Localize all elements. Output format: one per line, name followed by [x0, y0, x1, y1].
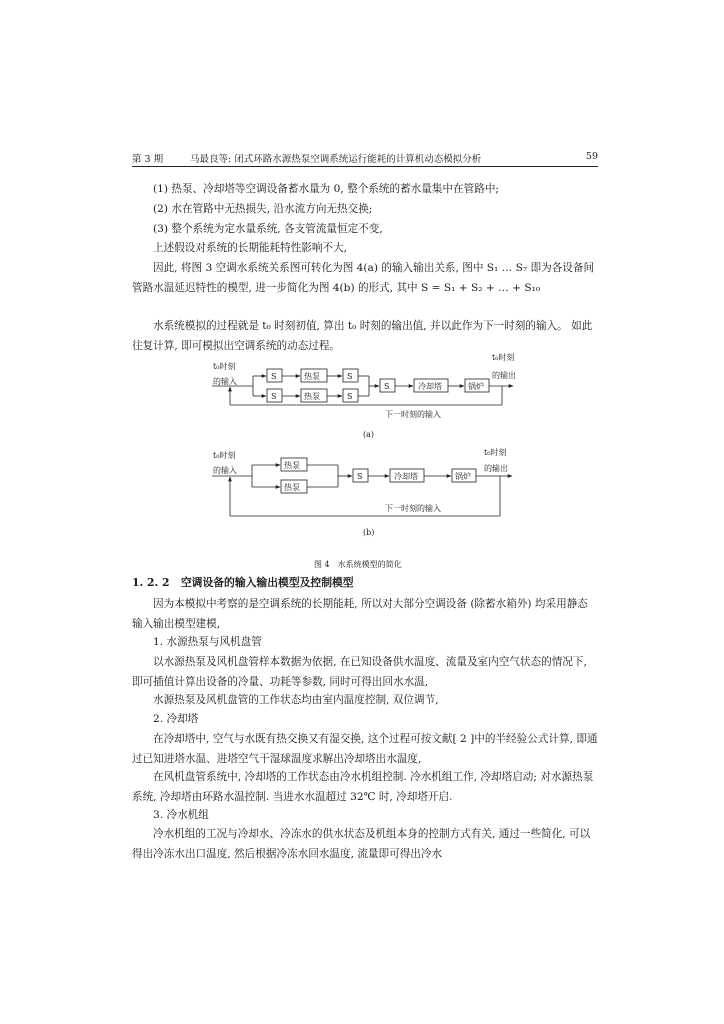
a-output-line2: 的输出 [492, 371, 516, 380]
subheading-cooling-tower: 2. 冷却塔 [153, 713, 199, 725]
paragraph-static-model: 因为本模拟中考察的是空调系统的长期能耗, 所以对大部分空调设备 (除蓄水箱外) 均采用静态输入输出模型建模, [132, 598, 588, 630]
page-number: 59 [585, 151, 598, 162]
diagram-b [212, 447, 512, 537]
assumption-note: 上述假设对系统的长期能耗特性影响不大, [153, 242, 348, 254]
subheading-heat-pump: 1. 水源热泵与风机盘管 [153, 636, 262, 648]
b-subfigure-label: (b) [363, 528, 375, 537]
b-cooling-tower: 冷却塔 [394, 472, 418, 481]
b-feedback-label: 下一时刻的输入 [385, 504, 441, 513]
paragraph-cooling-tower: 在冷却塔中, 空气与水既有热交换又有湿交换, 这个过程可按文献[ 2 ]中的半经验公式计算, 即通过已知进塔水温、进塔空气干湿球温度求解出冷却塔出水温度, [132, 733, 598, 765]
paragraph-heat-pump-control: 水源热泵及风机盘管的工作状态均由室内温度控制, 双位调节, [153, 694, 439, 706]
a-heatpump-top: 热泵 [304, 372, 320, 381]
a-s-top-2: S [347, 372, 353, 381]
b-output-line1: t₀时刻 [484, 448, 507, 457]
running-title: 马最良等: 闭式环路水源热泵空调系统运行能耗的计算机动态模拟分析 [190, 154, 482, 165]
b-input-line2: 的输入 [213, 466, 237, 475]
a-feedback-label: 下一时刻的输入 [385, 410, 441, 419]
paragraph-heat-pump: 以水源热泵及风机盘管样本数据为依据, 在已知设备供水温度、流量及室内空气状态的情况下, 即可插值计算出设备的冷量、功耗等参数, 同时可得出回水水温, [132, 656, 587, 688]
assumption-1: (1) 热泵、冷却塔等空调设备蓄水量为 0, 整个系统的蓄水量集中在管路中; [153, 183, 500, 195]
issue-number: 第 3 期 [132, 154, 164, 165]
a-heatpump-bottom: 热泵 [304, 392, 320, 401]
a-cooling-tower: 冷却塔 [418, 382, 442, 391]
b-input-line1: t₀时刻 [213, 451, 236, 460]
a-output-line1: t₀时刻 [492, 353, 515, 362]
a-boiler: 锅炉 [468, 382, 484, 391]
b-boiler: 锅炉 [455, 472, 471, 481]
subheading-chiller: 3. 冷水机组 [153, 809, 209, 821]
section-heading [132, 575, 354, 590]
a-input-line1: t₀时刻 [213, 362, 236, 371]
section-number: 1. 2. 2 [132, 576, 170, 589]
a-s-top-1: S [271, 372, 277, 381]
a-subfigure-label: (a) [363, 430, 375, 439]
diagram-a [212, 352, 516, 439]
paragraph-simulation: 水系统模拟的过程就是 t₀ 时刻初值, 算出 t₀ 时刻的输出值, 并以此作为下一时刻的输入。 如此往复计算, 即可模拟出空调系统的动态过程。 [132, 320, 593, 352]
paragraph-chiller: 冷水机组的工况与冷却水、冷冻水的供水状态及机组本身的控制方式有关, 通过一些简化, 可以得出冷冻水出口温度, 然后根据冷冻水回水温度, 流量即可得出冷水 [132, 828, 591, 860]
a-s-bottom-1: S [271, 392, 277, 401]
b-heatpump-top: 热泵 [284, 461, 300, 470]
section-title: 空调设备的输入输出模型及控制模型 [180, 576, 354, 589]
b-s: S [357, 472, 363, 481]
paragraph-cooling-tower-control: 在风机盘管系统中, 冷却塔的工作状态由冷水机组控制. 冷水机组工作, 冷却塔启动; 对水源热泵系统, 冷却塔由环路水温控制. 当进水水温超过 32℃ 时, 冷却塔开启. [132, 771, 594, 803]
b-output-line2: 的输出 [484, 464, 508, 473]
b-heatpump-bottom: 热泵 [284, 483, 300, 492]
a-input-line2: 的输入 [213, 377, 237, 386]
paragraph-transform: 因此, 将图 3 空调水系统关系图可转化为图 4(a) 的输入输出关系, 图中 S₁ … S₇ 即为各设备间管路水温延迟特性的模型, 进一步简化为图 4(b) 的形式, 其中 S = S₁ + S₂ + … + S₁₀ [132, 262, 595, 294]
assumption-2: (2) 水在管路中无热损失, 沿水流方向无热交换; [153, 203, 373, 215]
a-s-bottom-2: S [347, 392, 353, 401]
assumption-3: (3) 整个系统为定水量系统, 各支管流量恒定不变, [153, 223, 383, 235]
figure-caption: 图 4 水系统模型的简化 [314, 560, 402, 569]
a-s-5: S [384, 382, 390, 391]
